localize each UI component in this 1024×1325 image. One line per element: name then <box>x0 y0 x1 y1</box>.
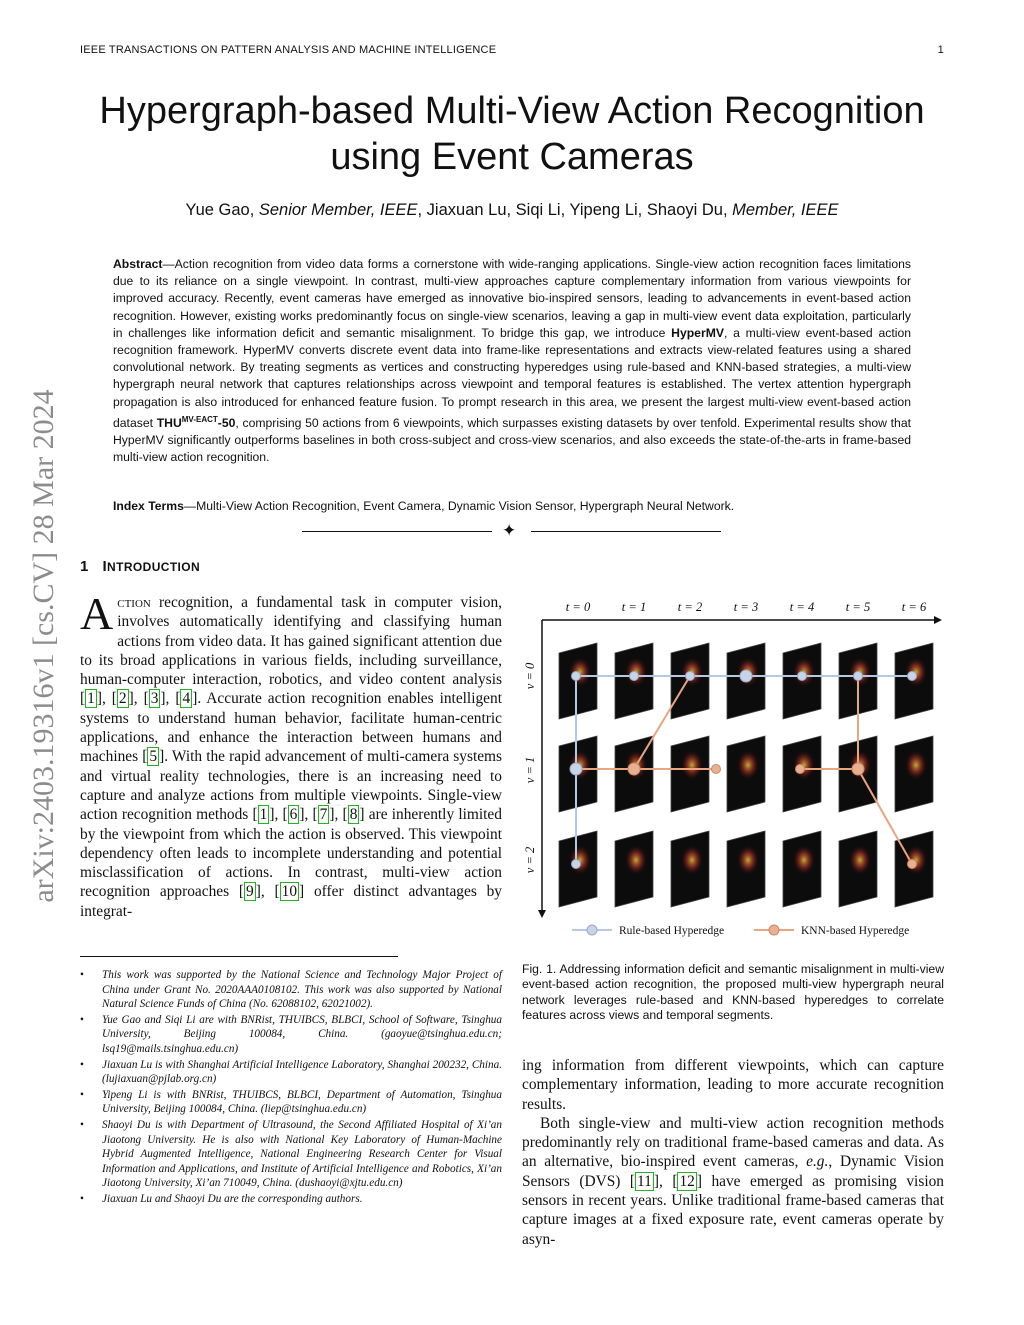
vertex <box>796 765 805 774</box>
section-number: 1 <box>80 558 89 575</box>
legend-knn-label: KNN-based Hyperedge <box>801 925 910 937</box>
vertex <box>908 860 917 869</box>
arxiv-identifier: arXiv:2403.19316v1 [cs.CV] 28 Mar 2024 <box>27 389 60 903</box>
index-terms-label: Index Terms <box>113 499 184 513</box>
footnote-rule <box>80 956 398 957</box>
figure-caption-text: Addressing information deficit and semantic misalignment in multi-view event-based action recognition, the proposed multi-view hypergraph neural network leverages rule-based and KNN-based hyperedges to correlate features across views and temporal segments. <box>522 962 944 1022</box>
time-label: t = 2 <box>677 600 703 614</box>
citation-link[interactable]: 4 <box>182 690 191 708</box>
event-frames <box>559 643 933 907</box>
event-activity <box>568 844 592 876</box>
page-number: 1 <box>937 44 944 56</box>
citation-link[interactable]: 12 <box>679 1172 695 1190</box>
time-label: t = 5 <box>845 600 871 614</box>
event-activity <box>680 749 704 781</box>
section-heading <box>80 558 200 575</box>
view-label: v = 0 <box>523 662 537 690</box>
intro-smallcaps: ction <box>117 594 151 611</box>
vertex <box>852 763 864 775</box>
author-role-1: Senior Member, IEEE <box>258 201 418 219</box>
citation-link[interactable]: 8 <box>349 806 358 824</box>
separator-star-icon: ✦ <box>502 521 517 540</box>
drop-cap: A <box>80 588 114 639</box>
abstract-text-3: , comprising 50 actions from 6 viewpoints, which surpasses existing datasets by over tenfold. Experimental results show that HyperMV significantly outperforms baselines in both cross-subject and cross-view scenarios, and also exceeds the state-of-the-arts in frame-based multi-view action recognition. <box>113 415 911 465</box>
vertex <box>908 672 917 681</box>
event-activity <box>904 844 928 876</box>
vertex <box>630 672 639 681</box>
citation-link[interactable]: 7 <box>319 806 328 824</box>
figure-legend <box>572 925 909 937</box>
footnote-item: • Jiaxuan Lu is with Shanghai Artificial Intelligence Laboratory, Shanghai 200232, China. (lujiaxuan@pjlab.org.cn) <box>80 1058 502 1087</box>
legend-rule-vertex <box>587 925 597 935</box>
event-activity <box>904 749 928 781</box>
event-activity <box>736 749 760 781</box>
event-activity <box>568 656 592 688</box>
abstract-label: Abstract <box>113 257 163 271</box>
vertex <box>740 670 752 682</box>
vertex <box>798 672 807 681</box>
model-name: HyperMV <box>671 325 724 340</box>
dataset-name: $THU^{MV-EACT}-50$ <box>156 414 236 430</box>
time-label: t = 0 <box>565 600 591 614</box>
vertex <box>570 763 582 775</box>
vertex <box>628 763 640 775</box>
hypergraph-figure <box>520 596 944 946</box>
index-terms <box>113 498 911 515</box>
figure-caption-label: Fig. 1. <box>522 962 557 976</box>
author-names-1: Yue Gao, <box>185 201 259 219</box>
author-line <box>80 201 944 220</box>
paper-title: Hypergraph-based Multi-View Action Recognition using Event Cameras <box>99 90 925 178</box>
event-activity <box>792 749 816 781</box>
separator-line-right <box>531 531 721 532</box>
abstract-text-2: , a multi-view event-based action recognition framework. HyperMV converts discrete event data into frame-like representations and extracts view-related features using a shared convolutional network. By treating segments as vertices and constructing hyperedges using rule-based and KNN-based strategies, a multi-view hypergraph neural network that captures relationships across viewpoint and temporal features is established. The vertex attention hypergraph propagation is also introduced for enhanced feature fusion. To prompt research in this area, we present the largest multi-view event-based action dataset <box>113 325 911 430</box>
index-terms-text: —Multi-View Action Recognition, Event Camera, Dynamic Vision Sensor, Hypergraph Neural Network. <box>183 499 735 513</box>
abstract-text-1: —Action recognition from video data forms a cornerstone with wide-ranging applications. Single-view action recognition faces limitations due to its reliance on a single viewpoint. In contrast, multi-view approaches capture complementary information from various viewpoints for improved accuracy. Recently, event cameras have emerged as innovative bio-inspired sensors, leading to advancements in event-based action recognition. However, existing works predominantly focus on single-view scenarios, leaving a gap in multi-view event data exploitation, particularly in challenges like information deficit and semantic misalignment. To bridge this gap, we introduce <box>113 257 911 340</box>
footnote-item: • This work was supported by the National Science and Technology Major Project of China under Grant No. 2020AAA0108102. This work was also supported by National Natural Science Funds of China (No. 62088102, 62021002). <box>80 968 502 1012</box>
legend-knn-vertex <box>769 925 779 935</box>
citation-link[interactable]: 2 <box>118 690 127 708</box>
footnote-item: • Jiaxuan Lu and Shaoyi Du are the corresponding authors. <box>80 1192 502 1207</box>
abstract <box>113 256 911 467</box>
author-role-2: Member, IEEE <box>732 201 839 219</box>
event-activity <box>848 844 872 876</box>
citation-link[interactable]: 9 <box>246 883 254 901</box>
citation-link[interactable]: 6 <box>289 806 298 824</box>
citation-link[interactable]: 3 <box>150 690 159 708</box>
vertex <box>572 860 581 869</box>
citation-link[interactable]: 10 <box>281 883 298 901</box>
journal-name: IEEE TRANSACTIONS ON PATTERN ANALYSIS AND MACHINE INTELLIGENCE <box>80 44 497 56</box>
time-label: t = 4 <box>789 600 815 614</box>
section-title-rest: NTRODUCTION <box>107 560 201 574</box>
event-activity <box>736 844 760 876</box>
author-names-2: , Jiaxuan Lu, Siqi Li, Yipeng Li, Shaoyi Du, <box>417 201 733 219</box>
view-label: v = 2 <box>523 846 537 874</box>
vertex <box>854 672 863 681</box>
footnote-item: • Yue Gao and Siqi Li are with BNRist, THUIBCS, BLBCI, School of Software, Tsinghua University, Beijing 100084, China. (gaoyue@tsinghua.edu.cn; lsq19@mails.tsinghua.edu.cn) <box>80 1013 502 1057</box>
arxiv-stamp <box>27 348 60 944</box>
separator-line-left <box>302 531 492 532</box>
section-title-first: I <box>102 558 108 575</box>
event-activity <box>680 844 704 876</box>
footnote-item: • Yipeng Li is with BNRist, THUIBCS, BLBCI, Department of Automation, Tsinghua University, Beijing 100084, China. (liep@tsinghua.edu.cn) <box>80 1088 502 1117</box>
legend-rule-label: Rule-based Hyperedge <box>619 925 725 937</box>
view-label: v = 1 <box>523 756 537 784</box>
citation-link[interactable]: 5 <box>149 748 158 766</box>
footnote-item: • Shaoyi Du is with Department of Ultrasound, the Second Affiliated Hospital of Xi’an Jiaotong University. He is also with National Key Laboratory of Human-Machine Hybrid Augmented Intelligence, National Engineering Research Center for Visual Information and Applications, and Institute of Artificial Intelligence and Robotics, Xi’an Jiaotong University, Xi’an 710049, China. (dushaoyi@xjtu.edu.cn) <box>80 1118 502 1191</box>
figure-caption <box>522 962 944 1023</box>
vertex <box>712 765 721 774</box>
time-label: t = 6 <box>901 600 927 614</box>
footnotes <box>80 968 502 1208</box>
right-column-text <box>522 1056 944 1249</box>
running-header <box>80 44 944 56</box>
paragraph: ing information from different viewpoints, which can capture complementary information, leading to more accurate recognition results. <box>522 1057 944 1113</box>
event-activity <box>624 844 648 876</box>
intro-paragraph: Action recognition, a fundamental task in computer vision, involves automatically identifying and classifying human actions from video data. It has gained significant attention due to its broad applications in various fields, including surveillance, human-computer interaction, robotics, and video content analysis [ 1 ], [ 2 ], [ 3 ], [ 4 ]. Accurate action recognition enables intelligent systems to understand human behavior, facilitate human-centric applications, and enhance the interaction between humans and machines [ 5 ]. With the rapid advancement of multi-camera systems and virtual reality technologies, there is an increasing need to capture and analyze actions from multiple viewpoints. Single-view action recognition methods [ 1 ], [ 6 ], [ 7 ], [ 8 ] are inherently limited by the viewpoint from which the action is observed. This viewpoint dependency often leads to incomplete understanding and potential misclassification of actions. In contrast, multi-view action recognition approaches [ 9 ], [ 10 ] offer distinct advantages by integrat- <box>80 588 503 920</box>
vertex <box>686 672 695 681</box>
time-label: t = 3 <box>733 600 759 614</box>
event-activity <box>792 844 816 876</box>
time-label: t = 1 <box>621 600 647 614</box>
citation-link[interactable]: 1 <box>259 806 268 824</box>
vertex <box>572 672 581 681</box>
citation-link[interactable]: 1 <box>87 690 95 708</box>
citation-link[interactable]: 11 <box>637 1172 652 1190</box>
event-activity <box>904 656 928 688</box>
paragraph: Both single-view and multi-view action recognition methods predominantly rely on traditional frame-based cameras and data. As an alternative, bio-inspired event cameras, e.g., Dynamic Vision Sensors (DVS) [ 11 ], [ 12 ] have emerged as promising vision sensors in recent years. Unlike traditional frame-based cameras that capture images at a fixed exposure rate, event cameras operate by asyn- <box>522 1114 944 1248</box>
